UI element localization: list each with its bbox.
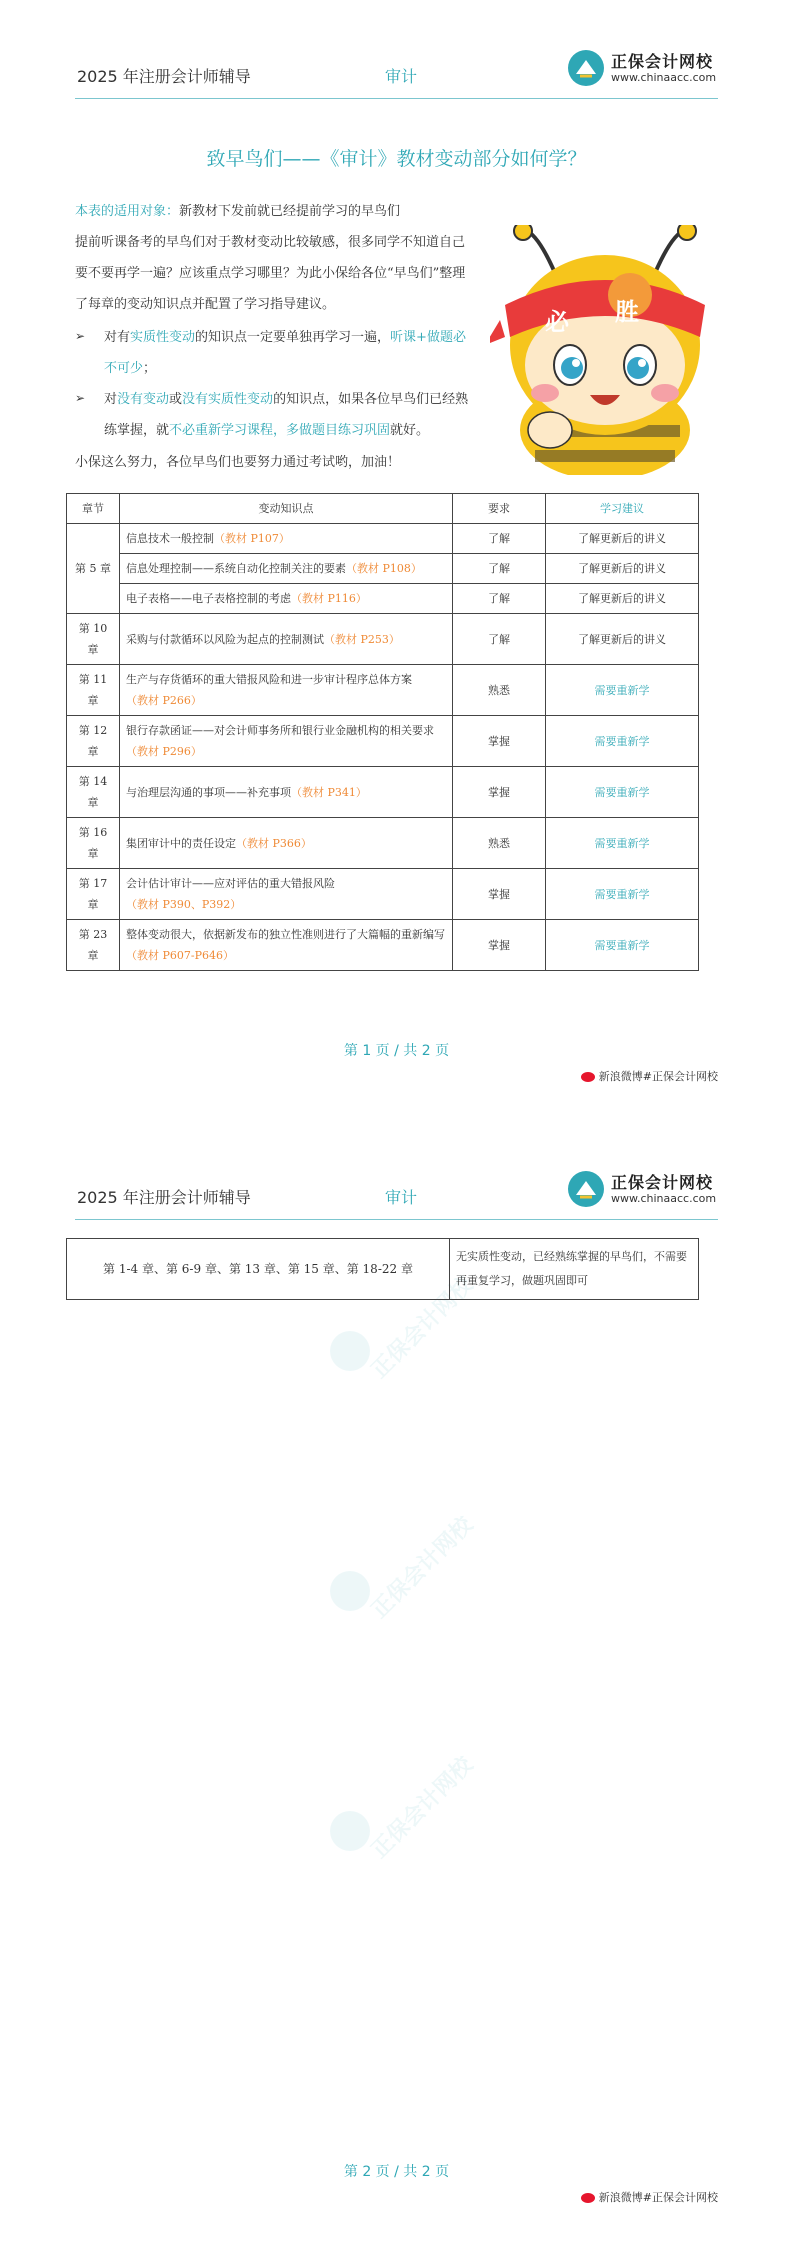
textbook-ref: （教材 P266）	[126, 694, 202, 707]
hl-substantive: 实质性变动	[130, 330, 196, 345]
textbook-ref: （教材 P390、P392）	[126, 898, 242, 911]
cell-requirement: 了解	[453, 584, 546, 614]
cell-advice: 了解更新后的讲义	[546, 524, 699, 554]
cell-point: 生产与存货循环的重大错报风险和进一步审计程序总体方案 （教材 P266）	[120, 665, 453, 716]
textbook-ref: （教材 P253）	[324, 632, 400, 646]
cell-chapter: 第 10 章	[67, 614, 120, 665]
page-header	[75, 52, 718, 99]
page-number: 第 2 页 / 共 2 页	[343, 2164, 450, 2180]
textbook-ref: （教材 P607-P646）	[126, 949, 235, 962]
table-row	[67, 524, 699, 554]
logo-name: 正保会计网校	[611, 52, 714, 71]
cell-point: 集团审计中的责任设定（教材 P366）	[120, 818, 453, 869]
bullet-arrow-icon: ➢	[75, 391, 86, 405]
th-advice: 学习建议	[546, 494, 699, 524]
cell-advice: 需要重新学	[546, 920, 699, 971]
table-row	[67, 716, 699, 767]
cell-chapter: 第 11 章	[67, 665, 120, 716]
logo-name: 正保会计网校	[611, 1173, 714, 1192]
textbook-ref: （教材 P366）	[236, 836, 312, 850]
cell-point: 整体变动很大，依据新发布的独立性准则进行了大篇幅的重新编写（教材 P607-P646）	[120, 920, 453, 971]
table-row	[67, 554, 699, 584]
page-number: 第 1 页 / 共 2 页	[343, 1043, 450, 1059]
table-header-row	[67, 494, 699, 524]
cell-advice: 了解更新后的讲义	[546, 614, 699, 665]
cell-advice: 需要重新学	[546, 818, 699, 869]
logo-icon	[568, 50, 604, 86]
table-row	[67, 767, 699, 818]
cell-chapter: 第 5 章	[67, 524, 120, 614]
brand-logo	[568, 1169, 718, 1213]
cell-point: 信息技术一般控制（教材 P107）	[120, 524, 453, 554]
th-requirement: 要求	[453, 494, 546, 524]
badge-text-2: 胜	[615, 298, 639, 326]
cell-requirement: 了解	[453, 524, 546, 554]
intro-lead-rest: 新教材下发前就已经提前学习的早鸟们	[179, 204, 401, 219]
intro-paragraph: 提前听课备考的早鸟们对于教材变动比较敏感，很多同学不知道自己要不要再学一遍？应该重点学习哪里？为此小保给各位“早鸟们”整理了每章的变动知识点并配置了学习指导建议。	[75, 235, 466, 312]
badge-text-1: 必	[545, 308, 569, 336]
cell-chapter: 第 12 章	[67, 716, 120, 767]
textbook-ref: （教材 P107）	[214, 532, 290, 545]
cell-advice: 需要重新学	[546, 665, 699, 716]
weibo-credit[interactable]: 新浪微博#正保会计网校	[581, 2189, 718, 2205]
closing-text: 小保这么努力，各位早鸟们也要努力通过考试哟，加油！	[75, 455, 401, 470]
bullet-arrow-icon: ➢	[75, 329, 86, 343]
cell-point: 信息处理控制——系统自动化控制关注的要素（教材 P108）	[120, 554, 453, 584]
cell-advice: 需要重新学	[546, 767, 699, 818]
table-row	[67, 818, 699, 869]
brand-logo	[568, 48, 718, 92]
hl-must-study: 听课+做题必不可少	[104, 330, 466, 376]
hl-no-substantive: 没有实质性变动	[182, 392, 274, 407]
table-row	[67, 920, 699, 971]
cell-point: 电子表格——电子表格控制的考虑（教材 P116）	[120, 584, 453, 614]
logo-url: www.chinaacc.com	[611, 1192, 717, 1205]
cell-requirement: 掌握	[453, 869, 546, 920]
th-chapter: 章节	[67, 494, 120, 524]
header-course: 2025 年注册会计师辅导	[77, 67, 251, 86]
weibo-credit[interactable]: 新浪微博#正保会计网校	[581, 1068, 718, 1084]
textbook-ref: （教材 P296）	[126, 745, 202, 758]
textbook-ref: （教材 P341）	[291, 785, 367, 799]
textbook-ref: （教材 P116）	[291, 592, 367, 605]
unchanged-table	[66, 1238, 699, 1300]
cell-point: 采购与付款循环以风险为起点的控制测试（教材 P253）	[120, 614, 453, 665]
table-row	[67, 1239, 699, 1300]
cell-point: 与治理层沟通的事项——补充事项（教材 P341）	[120, 767, 453, 818]
textbook-ref: （教材 P108）	[346, 562, 422, 575]
cell-requirement: 熟悉	[453, 665, 546, 716]
cell-advice: 需要重新学	[546, 869, 699, 920]
table-row	[67, 869, 699, 920]
cell-requirement: 熟悉	[453, 818, 546, 869]
logo-url: www.chinaacc.com	[611, 71, 717, 84]
cell-chapter: 第 17 章	[67, 869, 120, 920]
watermark: 正保会计网校	[330, 1271, 450, 1391]
intro-lead: 本表的适用对象：	[75, 204, 180, 219]
cell-point: 会计估计审计——应对评估的重大错报风险（教材 P390、P392）	[120, 869, 453, 920]
cell-requirement: 掌握	[453, 716, 546, 767]
page-title: 致早鸟们——《审计》教材变动部分如何学？	[206, 148, 587, 170]
th-point: 变动知识点	[120, 494, 453, 524]
table-row	[67, 614, 699, 665]
cell-chapter: 第 14 章	[67, 767, 120, 818]
cell-point: 银行存款函证——对会计师事务所和银行业金融机构的相关要求（教材 P296）	[120, 716, 453, 767]
cell-chapter: 第 23 章	[67, 920, 120, 971]
cell-requirement: 掌握	[453, 920, 546, 971]
bullet-2: 对没有变动或没有实质性变动的知识点，如果各位早鸟们已经熟练掌握，就不必重新学习课程，多做题目练习巩固就好。	[104, 392, 469, 438]
cell-chapters: 第 1-4 章、第 6-9 章、第 13 章、第 15 章、第 18-22 章	[67, 1239, 450, 1300]
cell-advice: 了解更新后的讲义	[546, 554, 699, 584]
header-subject: 审计	[385, 1188, 418, 1207]
cell-requirement: 掌握	[453, 767, 546, 818]
cell-requirement: 了解	[453, 614, 546, 665]
hl-practice: 不必重新学习课程，多做题目练习巩固	[169, 423, 391, 438]
page-header	[75, 1173, 718, 1220]
bee-mascot-icon	[490, 225, 720, 475]
weibo-icon	[581, 2193, 595, 2203]
cell-advice: 需要重新学	[546, 716, 699, 767]
watermark: 正保会计网校	[330, 1751, 450, 1871]
logo-icon	[568, 1171, 604, 1207]
header-course: 2025 年注册会计师辅导	[77, 1188, 251, 1207]
weibo-icon	[581, 1072, 595, 1082]
cell-requirement: 了解	[453, 554, 546, 584]
header-subject: 审计	[385, 67, 418, 86]
bullet-1: 对有实质性变动的知识点一定要单独再学习一遍，听课+做题必不可少；	[104, 330, 466, 376]
hl-no-change: 没有变动	[117, 392, 170, 407]
change-table	[66, 493, 699, 971]
cell-advice: 了解更新后的讲义	[546, 584, 699, 614]
table-row	[67, 584, 699, 614]
table-row	[67, 665, 699, 716]
watermark: 正保会计网校	[330, 1511, 450, 1631]
cell-chapter: 第 16 章	[67, 818, 120, 869]
intro-text	[75, 196, 475, 320]
cell-note: 无实质性变动，已经熟练掌握的早鸟们，不需要再重复学习，做题巩固即可	[450, 1239, 699, 1300]
